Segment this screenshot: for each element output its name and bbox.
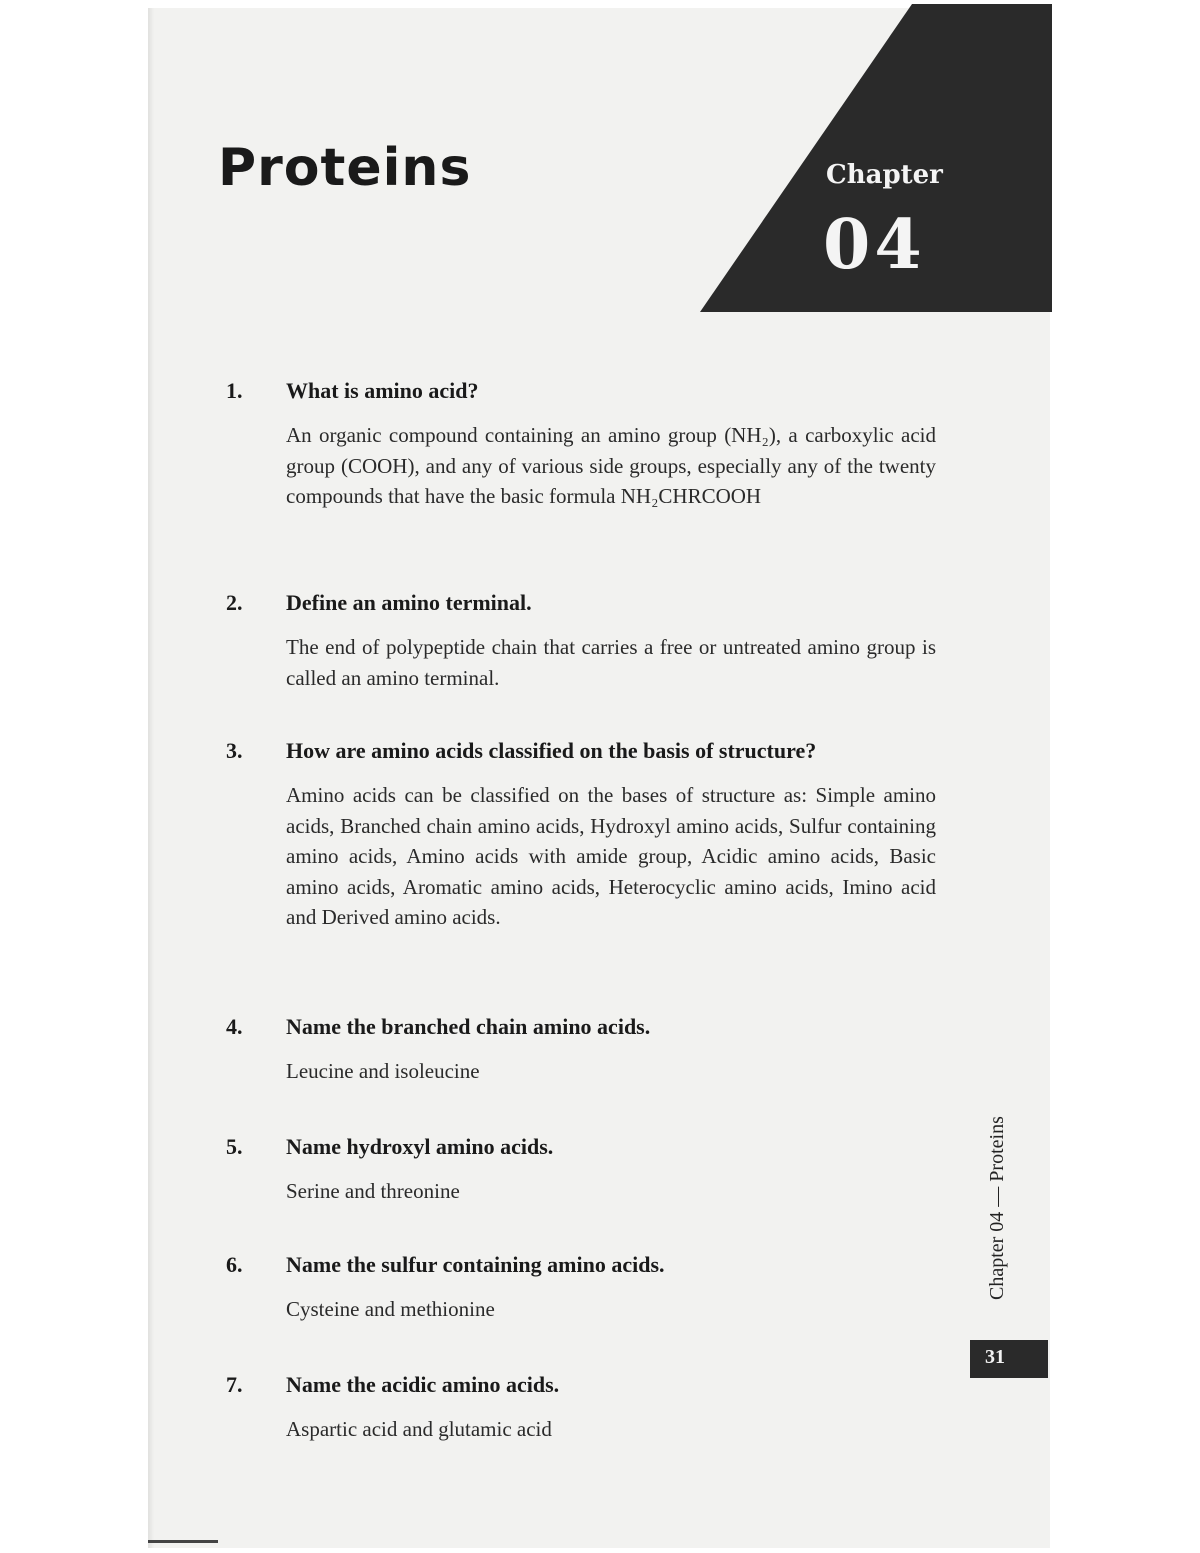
answer-text: An organic compound containing an amino group (NH₂), a carboxylic acid group (COOH), and any of various side groups, especially any of the twenty compounds that have the basic formula NH₂CHRCOOH <box>286 423 936 508</box>
answer-text: Leucine and isoleucine <box>286 1059 480 1083</box>
question-text: Name the acidic amino acids. <box>286 1372 560 1397</box>
question-number: 2. <box>226 590 243 615</box>
page-edge-shadow <box>148 8 154 1548</box>
page-title: Proteins <box>218 138 472 198</box>
answer-text: Cysteine and methionine <box>286 1297 495 1321</box>
question-text: Name hydroxyl amino acids. <box>286 1134 554 1159</box>
answer-text: Serine and threonine <box>286 1179 460 1203</box>
running-side-label: Chapter 04 — Proteins <box>986 1116 1008 1300</box>
question-text: Name the branched chain amino acids. <box>286 1014 651 1039</box>
page-number: 31 <box>985 1346 1005 1368</box>
bottom-edge-mark <box>148 1540 218 1543</box>
answer-text: Amino acids can be classified on the bases of structure as: Simple amino acids, Branched chain amino acids, Hydroxyl amino acids, Sulfur containing amino acids, Amino acids with amide group, Acidic amino acids, Basic amino acids, Aromatic amino acids, Heterocyclic amino acids, Imino acid and Derived amino acids. <box>286 783 936 929</box>
question-number: 6. <box>226 1252 243 1277</box>
answer-text: The end of polypeptide chain that carries a free or untreated amino group is called an amino terminal. <box>286 635 936 690</box>
question-number: 5. <box>226 1134 243 1159</box>
page-number-tab <box>970 1340 1048 1378</box>
question-text: What is amino acid? <box>286 378 479 403</box>
question-text: Name the sulfur containing amino acids. <box>286 1252 665 1277</box>
answer-text: Aspartic acid and glutamic acid <box>286 1417 552 1441</box>
question-text: How are amino acids classified on the basis of structure? <box>286 738 817 763</box>
question-number: 1. <box>226 378 243 403</box>
question-text: Define an amino terminal. <box>286 590 532 615</box>
question-number: 7. <box>226 1372 243 1397</box>
chapter-number: 04 <box>823 205 926 285</box>
chapter-label: Chapter <box>826 160 943 190</box>
question-number: 3. <box>226 738 243 763</box>
question-number: 4. <box>226 1014 243 1039</box>
